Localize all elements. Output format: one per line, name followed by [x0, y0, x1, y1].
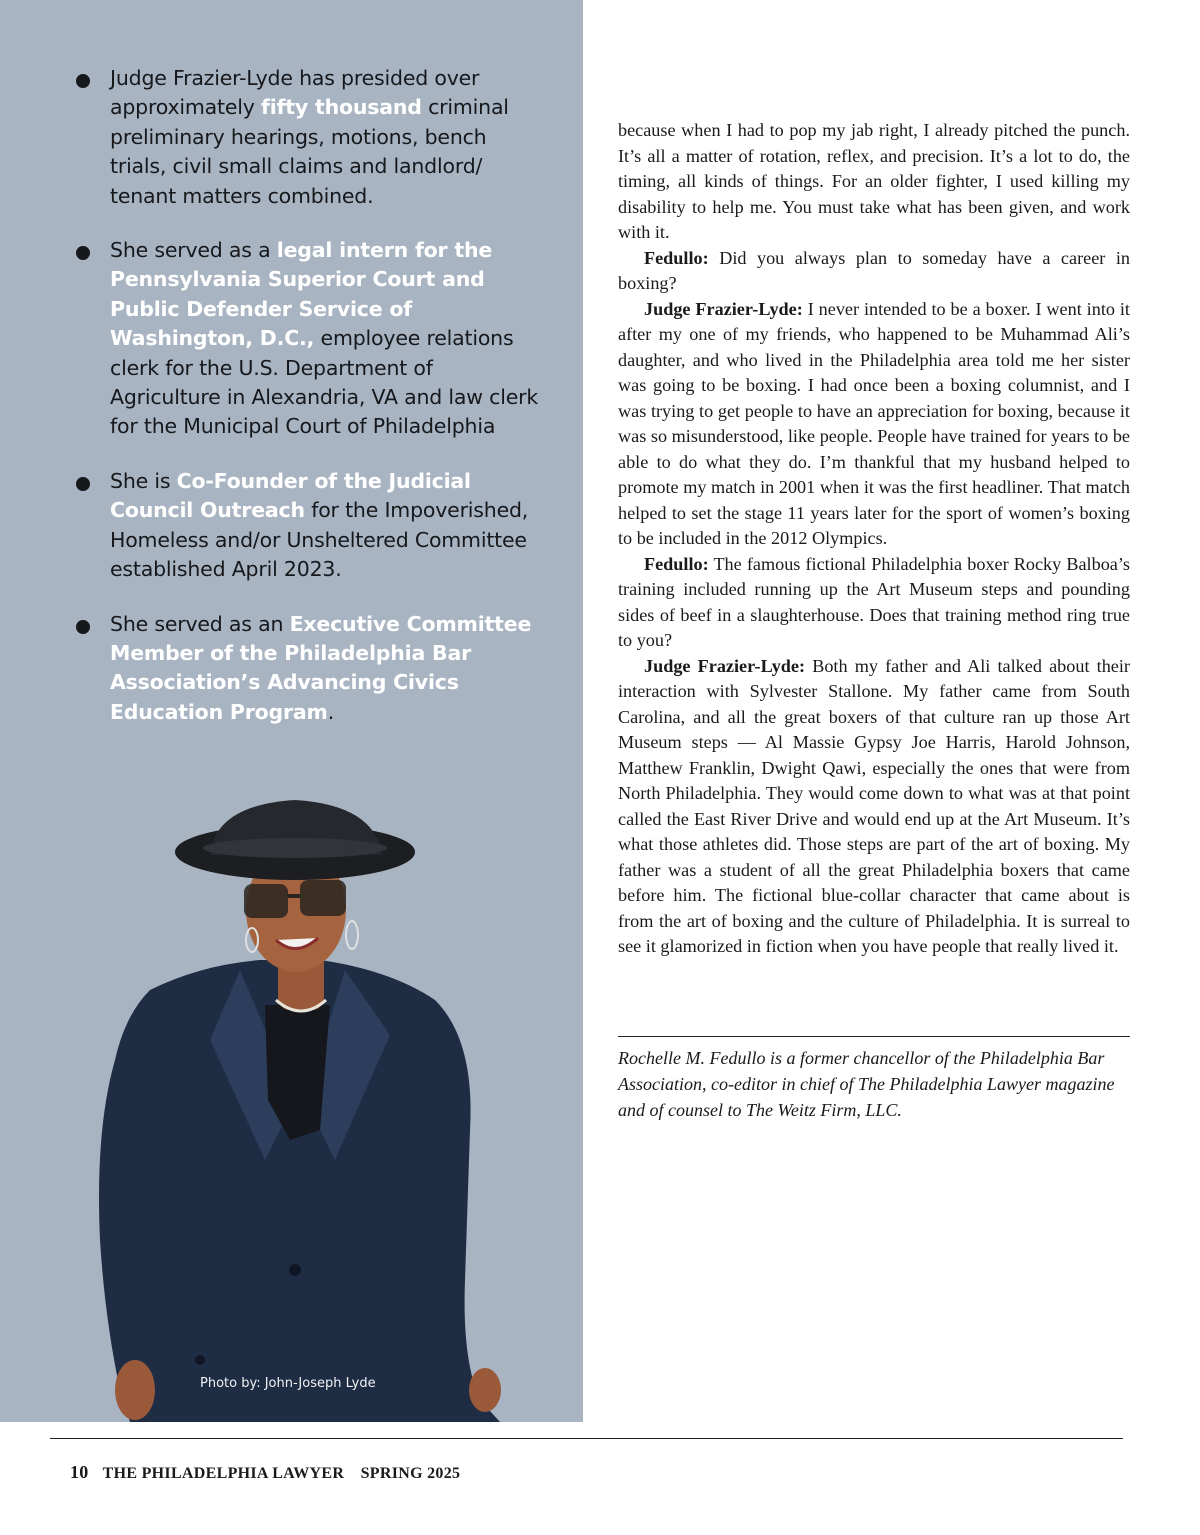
bullet-text: . [327, 699, 335, 724]
bullet-item [70, 236, 540, 442]
article-body [618, 118, 1130, 960]
author-bio: Rochelle M. Fedullo is a former chancellor of the Philadelphia Bar Association, co-editor in chief of The Philadelphia Lawyer magazine and of counsel to The Weitz Firm, LLC. [618, 1048, 1115, 1120]
bullet-highlight: Executive Committee Member of the Philadelphia Bar Association’s Advancing Civics Education Program [110, 611, 532, 724]
bullet-text: criminal preliminary hearings, motions, bench trials, civil small claims and landlord/ tenant matters combined. [110, 95, 509, 208]
speaker-label: Judge Frazier-Lyde: [644, 655, 806, 676]
article-paragraph [618, 246, 1130, 297]
bullet-highlight: fifty thousand [261, 95, 422, 120]
photo-credit: Photo by: John-Joseph Lyde [200, 1376, 376, 1391]
paragraph-text: The famous fictional Philadelphia boxer Rocky Balboa’s training included running up the Art Museum steps and pounding sides of beef in a slaughterhouse. Does that training method ring true to you? [618, 553, 1130, 650]
bullet-text: She is [110, 468, 177, 493]
paragraph-text: Both my father and Ali talked about their interaction with Sylvester Stallone. My father came from South Carolina, and all the great boxers of that culture ran up those Art Museum steps — Al Massie Gypsy Joe Harris, Harold Johnson, Matthew Franklin, Dwight Qawi, especially the ones that were from North Philadelphia. They would come down to what was at that point called the East River Drive and would end up at the Art Museum. It’s what those athletes did. Those steps are part of the art of boxing. My father was a student of all the great Philadelphia boxers that came before him. The fictional blue-collar character that came about is from the art of boxing and the culture of Philadelphia. It is surreal to see it glamorized in fiction when you have people that really lived it. [618, 655, 1130, 956]
article-paragraph [618, 552, 1130, 654]
bullet-text: employee relations clerk for the U.S. Department of Agriculture in Alexandria, VA and law clerk for the Municipal Court of Philadelphia [110, 326, 539, 439]
magazine-name: THE PHILADELPHIA LAWYER [102, 1465, 345, 1482]
bullet-dot-icon [76, 246, 90, 260]
speaker-label: Fedullo: [644, 553, 709, 574]
bullet-highlight: Co-Founder of the Judicial Council Outreach [110, 468, 471, 523]
bullet-item [70, 64, 540, 211]
bullet-text: She served as a [110, 238, 277, 263]
footer-divider [50, 1438, 1123, 1439]
bullet-highlight: legal intern for the Pennsylvania Superior Court and Public Defender Service of Washington, D.C., [110, 238, 493, 351]
bullet-dot-icon [76, 74, 90, 88]
bullet-dot-icon [76, 620, 90, 634]
speaker-label: Judge Frazier-Lyde: [644, 298, 803, 319]
article-paragraph: because when I had to pop my jab right, I already pitched the punch. It’s all a matter of rotation, reflex, and precision. It’s a lot to do, the timing, all kinds of things. For an older fighter, I used killing my disability to help me. You must take what has been given, and work with it. [618, 120, 1130, 242]
page-number: 10 [70, 1462, 89, 1482]
speaker-label: Fedullo: [644, 247, 709, 268]
bullet-list [70, 64, 540, 752]
judge-portrait-photo [90, 800, 530, 1422]
bullet-text: for the Impoverished, Homeless and/or Unsheltered Committee established April 2023. [110, 498, 529, 582]
bullet-text: She served as an [110, 611, 290, 636]
bullet-item [70, 610, 540, 728]
article-paragraph [618, 297, 1130, 552]
bio-divider [618, 1036, 1130, 1037]
page-footer [70, 1462, 460, 1483]
bullet-text: Judge Frazier-Lyde has presided over approximately [110, 66, 480, 120]
issue-label: SPRING 2025 [360, 1465, 461, 1482]
portrait-illustration [90, 800, 530, 1422]
bullet-item [70, 467, 540, 585]
paragraph-text: Did you always plan to someday have a career in boxing? [618, 247, 1130, 293]
article-paragraph [618, 654, 1130, 960]
paragraph-text: I never intended to be a boxer. I went into it after my one of my friends, who happened to be Muhammad Ali’s daughter, and who lived in the Philadelphia area told me her sister was going to be boxing. I had once been a boxing columnist, and I was trying to get people to have an appreciation for boxing, because it was so misunderstood, like people. People have trained for years to be able to do what they do. I’m thankful that my husband helped to promote my match in 2001 when it was the first headliner. That match helped to set the stage 11 years later for the sport of women’s boxing to be included in the 2012 Olympics. [618, 298, 1130, 548]
bullet-dot-icon [76, 477, 90, 491]
